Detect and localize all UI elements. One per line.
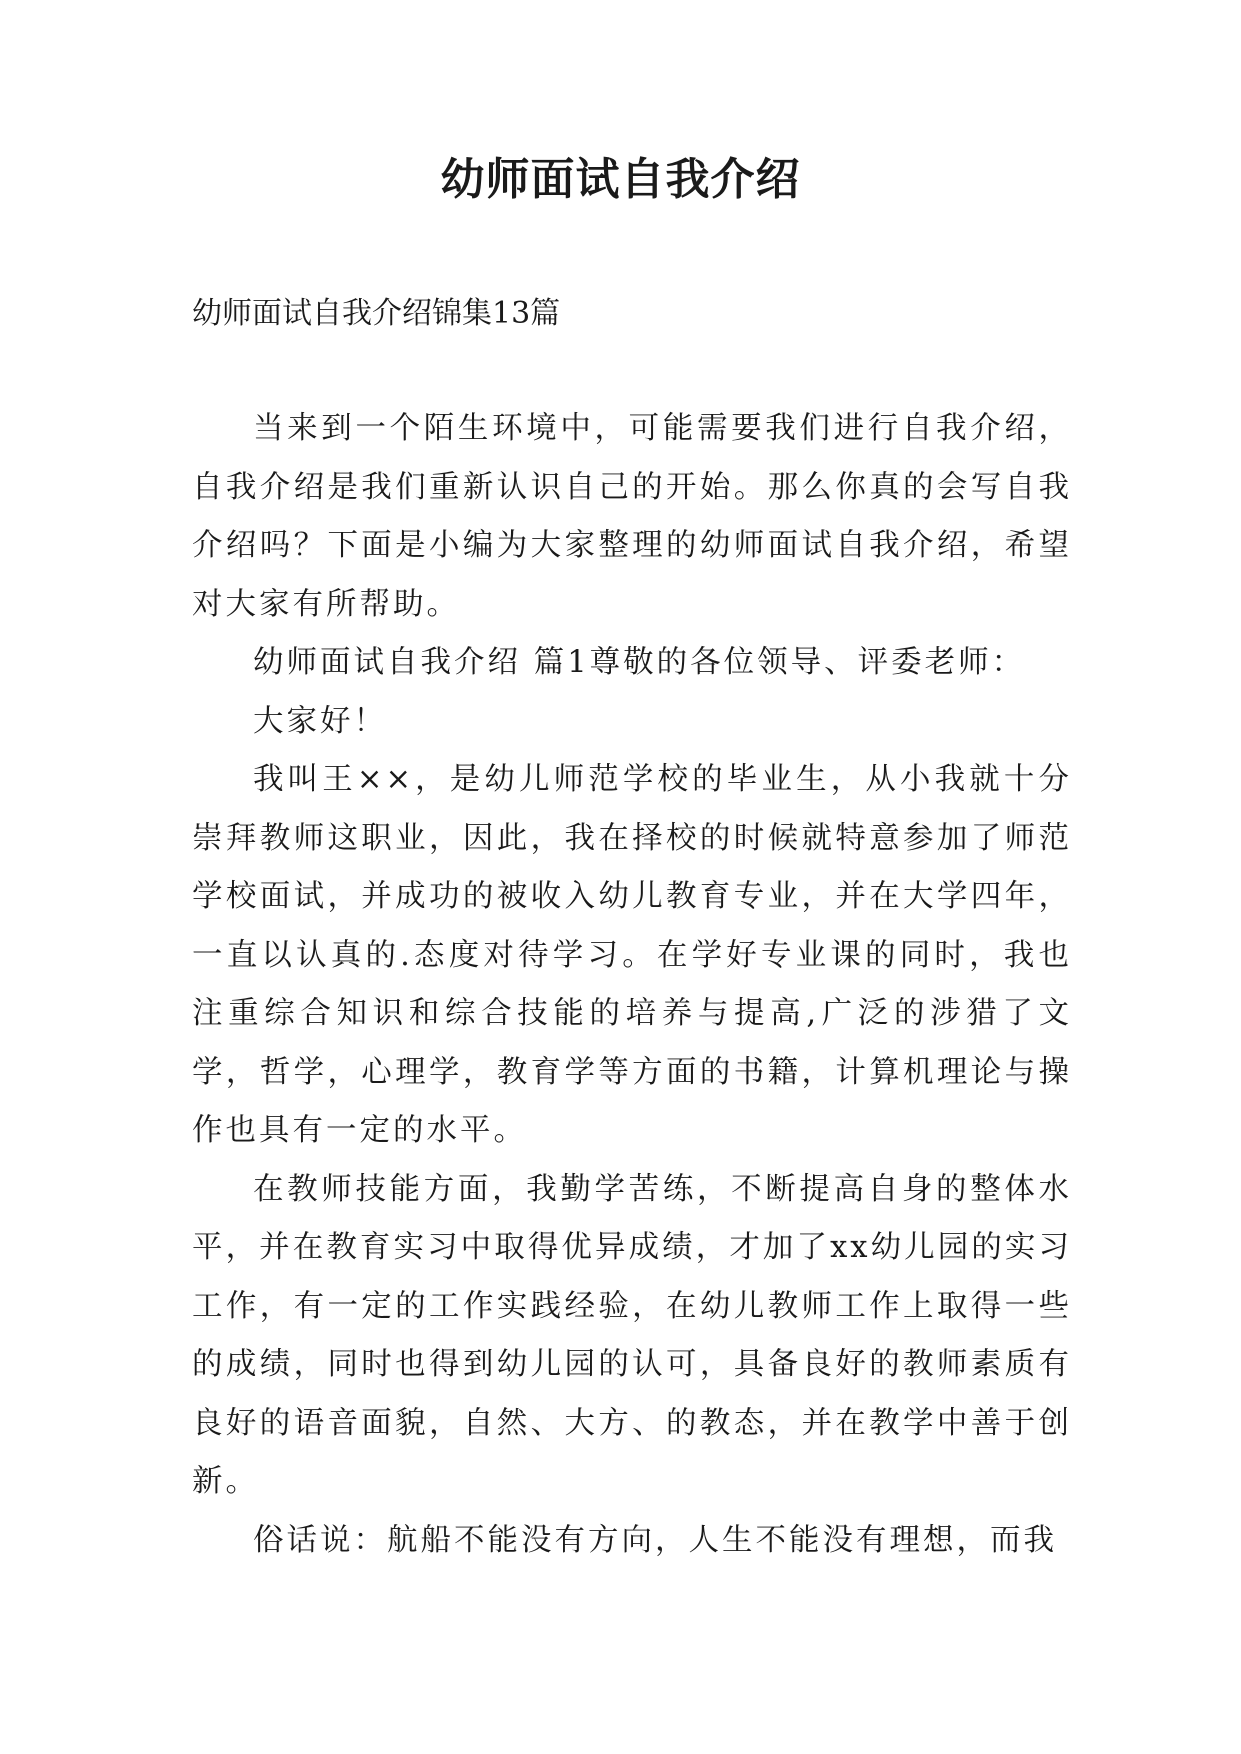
document-title: 幼师面试自我介绍	[440, 154, 801, 205]
paragraph-intro: 当来到一个陌生环境中，可能需要我们进行自我介绍，自我介绍是我们重新认识自己的开始。那么你真的会写自我介绍吗？下面是小编为大家整理的幼师面试自我介绍，希望对大家有所帮助。	[192, 411, 1072, 622]
paragraph-greeting: 大家好！	[253, 703, 387, 739]
paragraph-skills: 在教师技能方面，我勤学苦练，不断提高自身的整体水平，并在教育实习中取得优异成绩，才加了xx幼儿园的实习工作，有一定的工作实践经验，在幼儿教师工作上取得一些的成绩，同时也得到幼儿园的认可，具备良好的教师素质有良好的语音面貌，自然、大方、的教态，并在教学中善于创新。	[192, 1171, 1072, 1499]
document-body	[192, 400, 1072, 1570]
paragraph-salutation: 幼师面试自我介绍 篇1尊敬的各位领导、评委老师：	[253, 645, 1026, 680]
paragraph-proverb: 俗话说：航船不能没有方向，人生不能没有理想，而我	[253, 1522, 1057, 1558]
document-subtitle: 幼师面试自我介绍锦集13篇	[192, 296, 561, 331]
paragraph-background: 我叫王××，是幼儿师范学校的毕业生，从小我就十分崇拜教师这职业，因此，我在择校的时候就特意参加了师范学校面试，并成功的被收入幼儿教育专业，并在大学四年，一直以认真的.态度对待学习。在学好专业课的同时，我也注重综合知识和综合技能的培养与提高,广泛的涉猎了文学，哲学，心理学，教育学等方面的书籍，计算机理论与操作也具有一定的水平。	[192, 762, 1072, 1148]
